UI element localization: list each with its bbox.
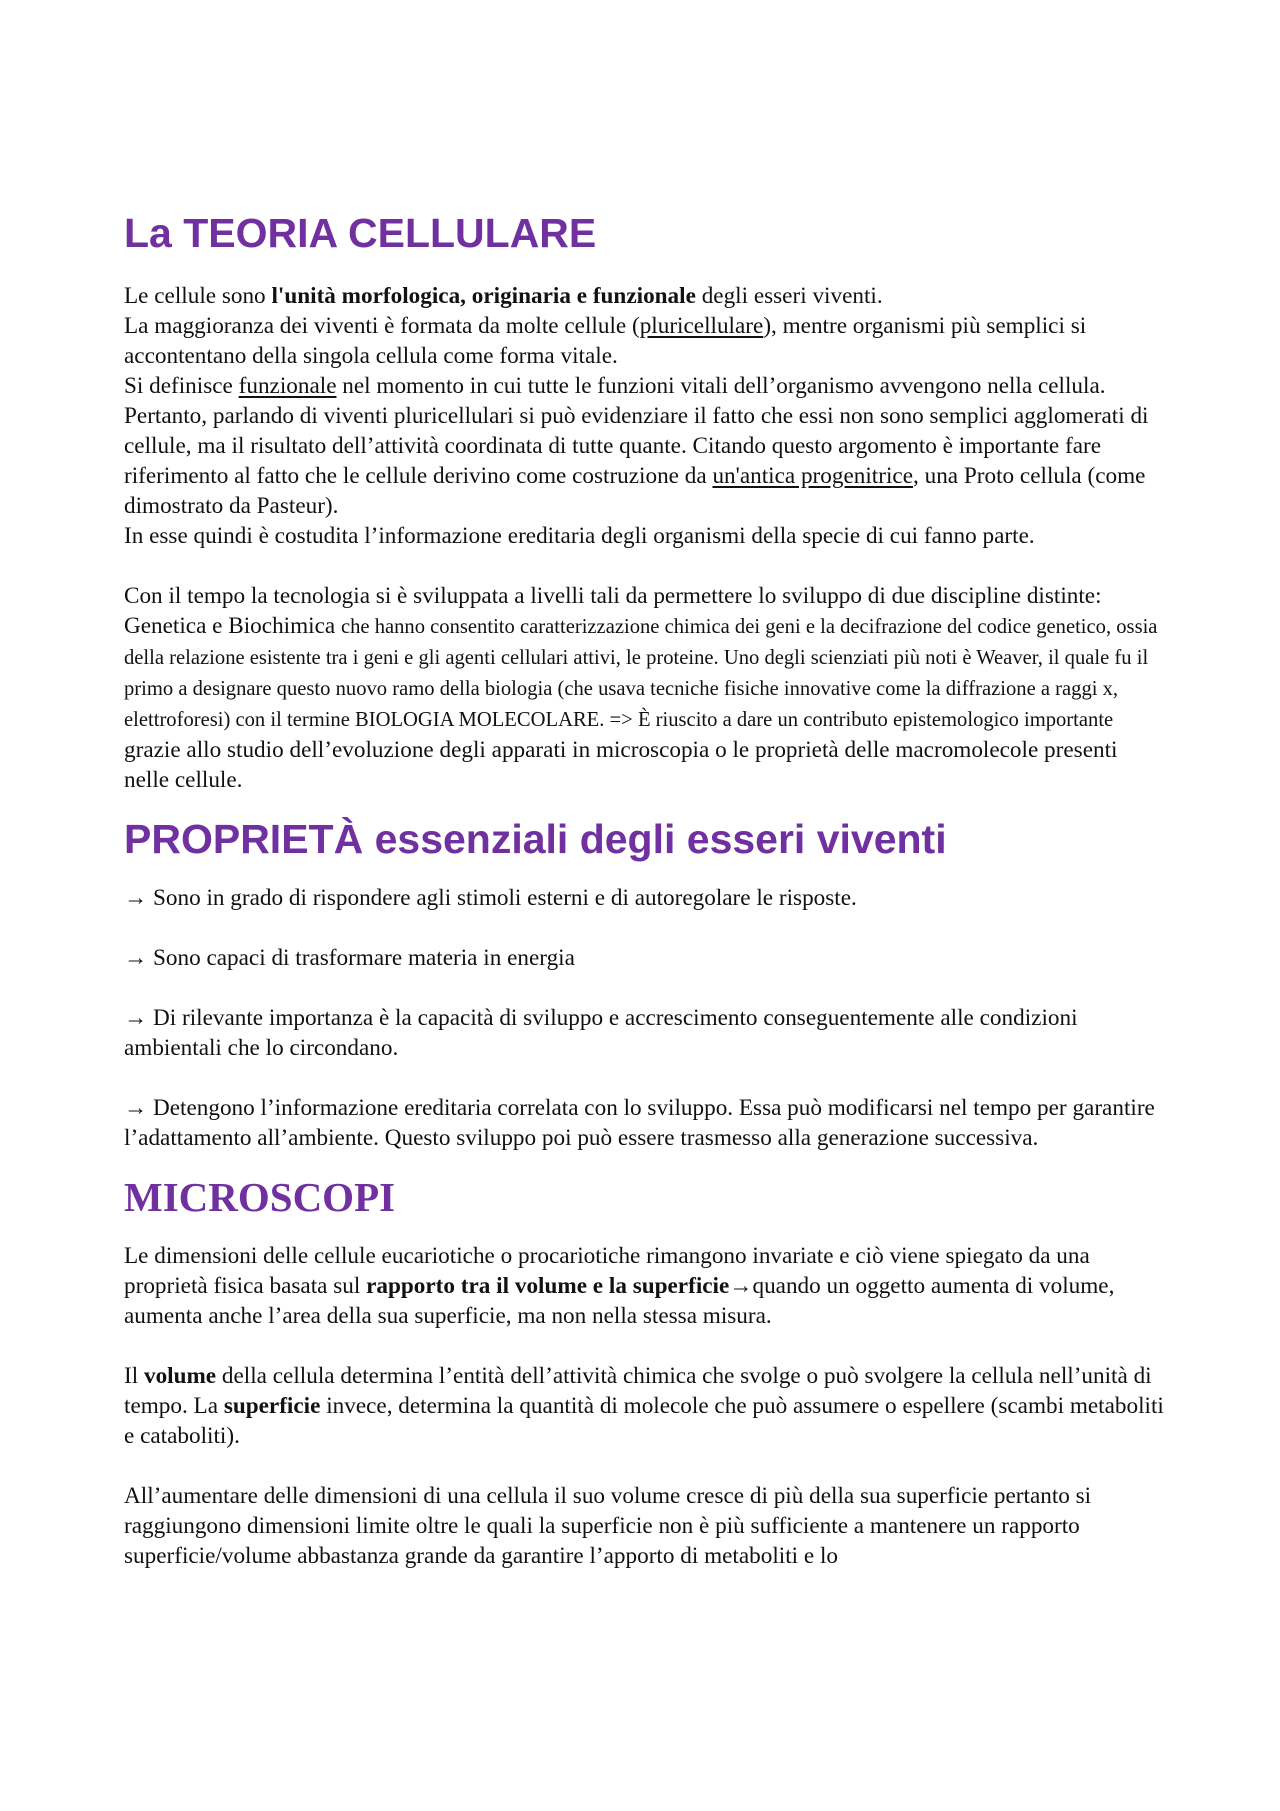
paragraph — [124, 281, 1166, 311]
arrow-icon: → — [124, 1005, 148, 1031]
list-item — [124, 1003, 1166, 1063]
bold-text: volume — [143, 1363, 217, 1389]
text: grazie allo studio dell’evoluzione degli apparati in microscopia o le proprietà delle macromolecole presenti nelle cellule. — [124, 737, 1118, 793]
bold-text: rapporto tra il volume e la superficie — [366, 1273, 730, 1299]
heading-microscopi: MICROSCOPI — [124, 1174, 396, 1220]
text: Le cellule sono — [124, 283, 272, 309]
list-item — [124, 883, 1166, 913]
text: Sono capaci di trasformare materia in energia — [147, 945, 575, 971]
underlined-text: un'antica progenitrice — [712, 463, 913, 489]
section-proprieta-body — [124, 883, 1166, 1153]
small-text: che hanno consentito caratterizzazione chimica dei geni e la decifrazione del codice genetico, ossia della relazione esistente tra i geni e gli agenti cellulari attivi, le proteine. Uno degli scienziati più noti è Weaver, il quale fu il primo a designare questo nuovo ramo della biologia (che usava tecniche fisiche innovative come la diffrazione a raggi x, elettroforesi) con il termine BIOLOGIA MOLECOLARE. => È riuscito a dare un contributo epistemologico importante — [124, 616, 1158, 731]
text: Sono in grado di rispondere agli stimoli esterni e di autoregolare le risposte. — [147, 885, 857, 911]
heading-proprieta: PROPRIETÀ essenziali degli esseri viventi — [124, 816, 947, 862]
arrow-icon: → — [124, 1095, 148, 1121]
bold-text: superficie — [223, 1393, 321, 1419]
list-item — [124, 943, 1166, 973]
heading-teoria-cellulare: La TEORIA CELLULARE — [124, 210, 597, 256]
paragraph: All’aumentare delle dimensioni di una cellula il suo volume cresce di più della sua superficie pertanto si raggiungono dimensioni limite oltre le quali la superficie non è più sufficiente a mantenere un rapporto superficie/volume abbastanza grande da garantire l’apporto di metaboliti e lo — [124, 1483, 1092, 1569]
section-microscopi-body — [124, 1241, 1166, 1571]
paragraph — [124, 581, 1166, 795]
text: ), mentre organismi più semplici si accontentano della singola cellula come forma vitale. — [124, 313, 1087, 369]
paragraph — [124, 371, 1166, 521]
text: Si definisce — [124, 373, 239, 399]
text: Di rilevante importanza è la capacità di sviluppo e accrescimento conseguentemente alle condizioni ambientali che lo circondano. — [124, 1005, 1078, 1061]
paragraph — [124, 1361, 1166, 1451]
underlined-text: funzionale — [238, 373, 337, 399]
text: della cellula determina l’entità dell’attività chimica che svolge o può svolgere la cellula nell’unità di tempo. La — [124, 1363, 1152, 1419]
paragraph: In esse quindi è costudita l’informazione ereditaria degli organismi della specie di cui fanno parte. — [124, 523, 1035, 549]
underlined-text: pluricellulare — [639, 313, 764, 339]
text: Le dimensioni delle cellule eucariotiche o procariotiche rimangono invariate e ciò viene spiegato da una proprietà fisica basata sul — [124, 1243, 1090, 1299]
list-item — [124, 1093, 1166, 1153]
text: invece, determina la quantità di molecole che può assumere o espellere (scambi metaboliti e cataboliti). — [124, 1393, 1164, 1449]
arrow-icon: → — [124, 945, 148, 971]
document-page — [124, 205, 1166, 1571]
text: Il — [124, 1363, 144, 1389]
arrow-icon: → — [124, 885, 148, 911]
text: degli esseri viventi. — [695, 283, 883, 309]
text: Detengono l’informazione ereditaria correlata con lo sviluppo. Essa può modificarsi nel tempo per garantire l’adattamento all’ambiente. Questo sviluppo poi può essere trasmesso alla generazione successiva. — [124, 1095, 1155, 1151]
text: nel momento in cui tutte le funzioni vitali dell’organismo avvengono nella cellula. Pertanto, parlando di viventi pluricellulari si può evidenziare il fatto che essi non sono semplici agglomerati di cellule, ma il risultato dell’attività coordinata di tutte quante. Citando questo argomento è importante fare riferimento al fatto che le cellule derivino come costruzione da — [124, 373, 1149, 489]
section-teoria-body — [124, 281, 1166, 795]
text: , una Proto cellula (come dimostrato da Pasteur). — [124, 463, 1146, 519]
bold-text: l'unità morfologica, originaria e funzionale — [271, 283, 696, 309]
text: La maggioranza dei viventi è formata da molte cellule ( — [124, 313, 640, 339]
arrow-icon: → — [729, 1273, 753, 1299]
paragraph — [124, 1241, 1166, 1331]
paragraph — [124, 311, 1166, 371]
text: quando un oggetto aumenta di volume, aumenta anche l’area della sua superficie, ma non nella stessa misura. — [124, 1273, 1115, 1329]
text: Con il tempo la tecnologia si è sviluppata a livelli tali da permettere lo sviluppo di due discipline distinte: Genetica e Biochimica — [124, 583, 1102, 639]
